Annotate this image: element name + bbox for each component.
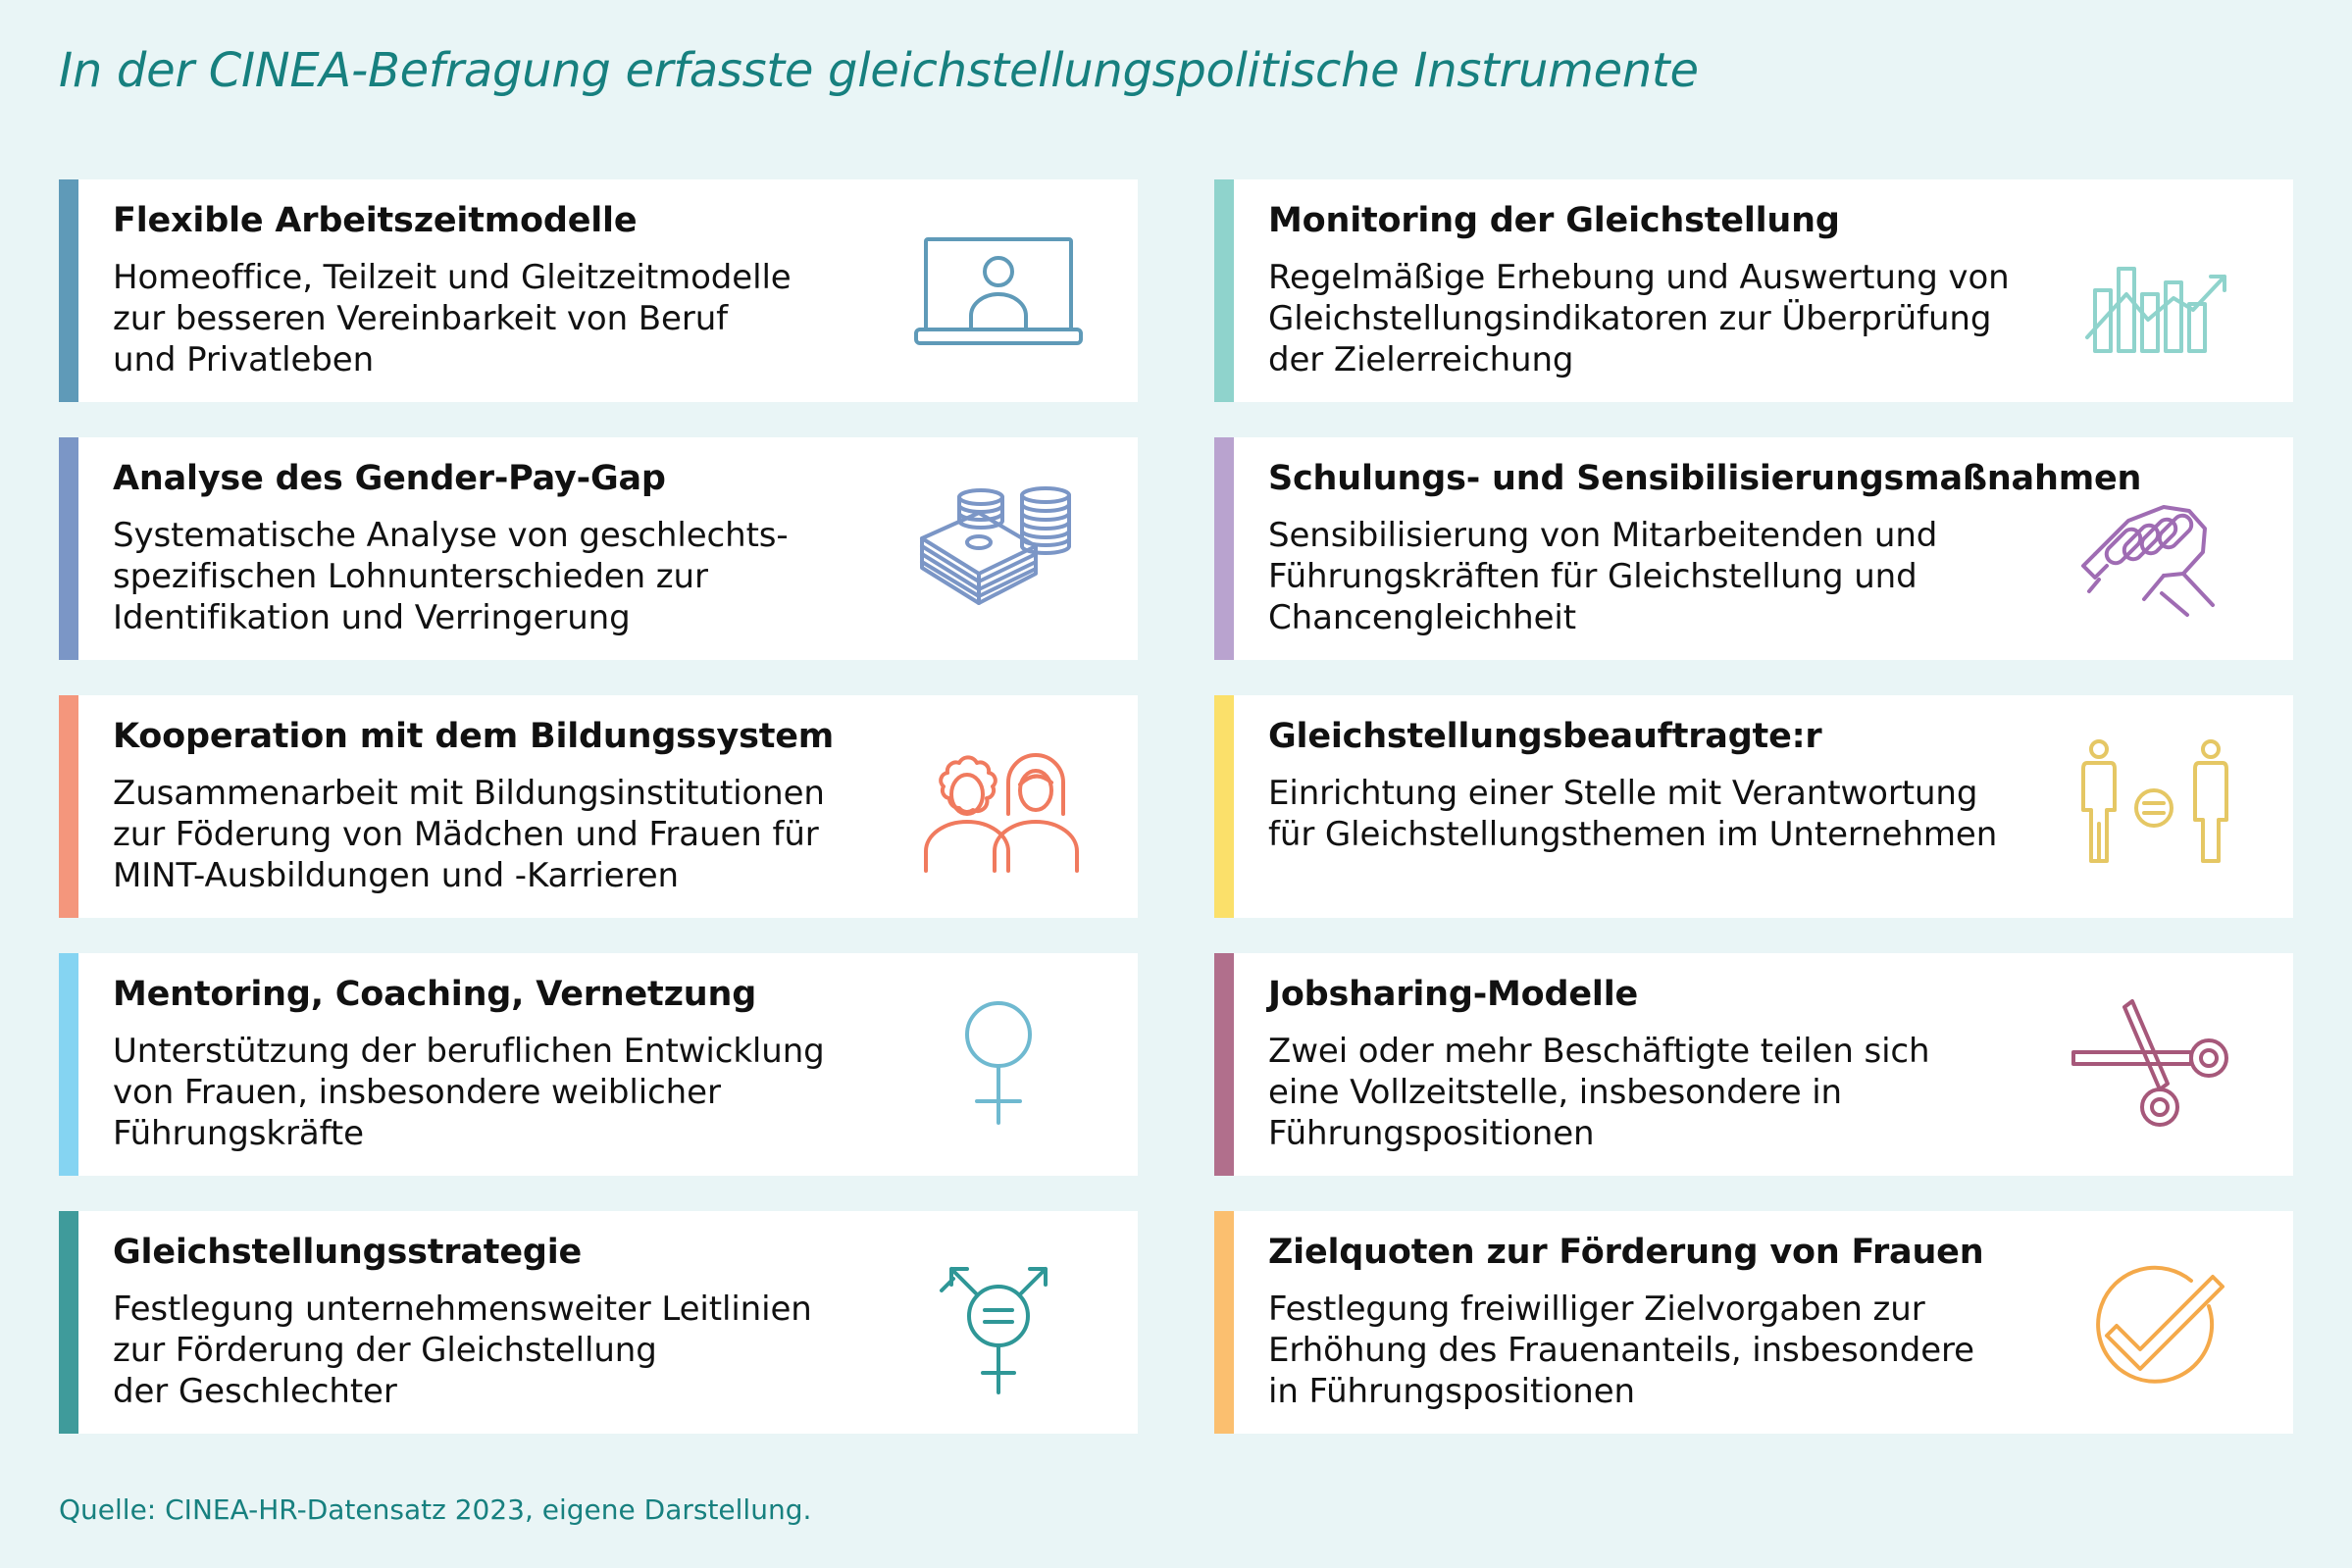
card-description: Regelmäßige Erhebung und Auswertung von Gleichstellungsindikatoren zur Überprüfung der Zielerreichung [1268, 258, 2010, 379]
card-title: Zielquoten zur Förderung von Frauen [1268, 1233, 1984, 1272]
instrument-card [1214, 695, 2293, 918]
card-description: Zwei oder mehr Beschäftigte teilen sich eine Vollzeitstelle, insbesondere in Führungspositionen [1268, 1032, 1930, 1153]
money-coins-icon [910, 478, 1087, 625]
instrument-card [1214, 1211, 2293, 1434]
card-description: Festlegung unternehmensweiter Leitlinien zur Förderung der Gleichstellung der Geschlechter [113, 1290, 812, 1411]
two-women-icon [910, 735, 1087, 883]
instrument-card [1214, 179, 2293, 402]
page-title: In der CINEA-Befragung erfasste gleichstellungspolitische Instrumente [59, 43, 1699, 98]
card-title: Mentoring, Coaching, Vernetzung [113, 975, 757, 1014]
handshake-icon [2066, 478, 2242, 625]
card-title: Jobsharing-Modelle [1268, 975, 1639, 1014]
instrument-grid [59, 179, 2293, 1434]
instrument-card [1214, 953, 2293, 1176]
card-title: Kooperation mit dem Bildungssystem [113, 717, 835, 756]
scissors-icon [2066, 993, 2242, 1140]
card-description: Unterstützung der beruflichen Entwicklung von Frauen, insbesondere weiblicher Führungskräfte [113, 1032, 825, 1153]
card-title: Schulungs- und Sensibilisierungsmaßnahmen [1268, 459, 2142, 498]
bar-chart-trend-icon [2066, 220, 2242, 367]
card-description: Sensibilisierung von Mitarbeitenden und Führungskräften für Gleichstellung und Chancengleichheit [1268, 516, 1938, 637]
instrument-card [1214, 437, 2293, 660]
instrument-card [59, 179, 1138, 402]
card-title: Monitoring der Gleichstellung [1268, 201, 1840, 240]
person-equals-person-icon [2066, 735, 2242, 883]
card-description: Systematische Analyse von geschlechts- spezifischen Lohnunterschieden zur Identifikation und Verringerung [113, 516, 789, 637]
card-description: Festlegung freiwilliger Zielvorgaben zur Erhöhung des Frauenanteils, insbesondere in Führungspositionen [1268, 1290, 1974, 1411]
card-title: Gleichstellungsbeauftragte:r [1268, 717, 1822, 756]
female-symbol-icon [910, 993, 1087, 1140]
card-title: Analyse des Gender-Pay-Gap [113, 459, 666, 498]
card-description: Homeoffice, Teilzeit und Gleitzeitmodelle zur besseren Vereinbarkeit von Beruf und Privatleben [113, 258, 792, 379]
checkmark-circle-icon [2066, 1251, 2242, 1398]
instrument-card [59, 1211, 1138, 1434]
instrument-card [59, 953, 1138, 1176]
card-description: Einrichtung einer Stelle mit Verantwortung für Gleichstellungsthemen im Unternehmen [1268, 774, 1998, 854]
instrument-card [59, 695, 1138, 918]
card-title: Flexible Arbeitszeitmodelle [113, 201, 638, 240]
instrument-card [59, 437, 1138, 660]
source-note: Quelle: CINEA-HR-Datensatz 2023, eigene Darstellung. [59, 1493, 812, 1526]
gender-equality-symbol-icon [910, 1251, 1087, 1398]
laptop-person-icon [910, 220, 1087, 367]
card-title: Gleichstellungsstrategie [113, 1233, 583, 1272]
card-description: Zusammenarbeit mit Bildungsinstitutionen zur Föderung von Mädchen und Frauen für MINT-Ausbildungen und -Karrieren [113, 774, 825, 895]
